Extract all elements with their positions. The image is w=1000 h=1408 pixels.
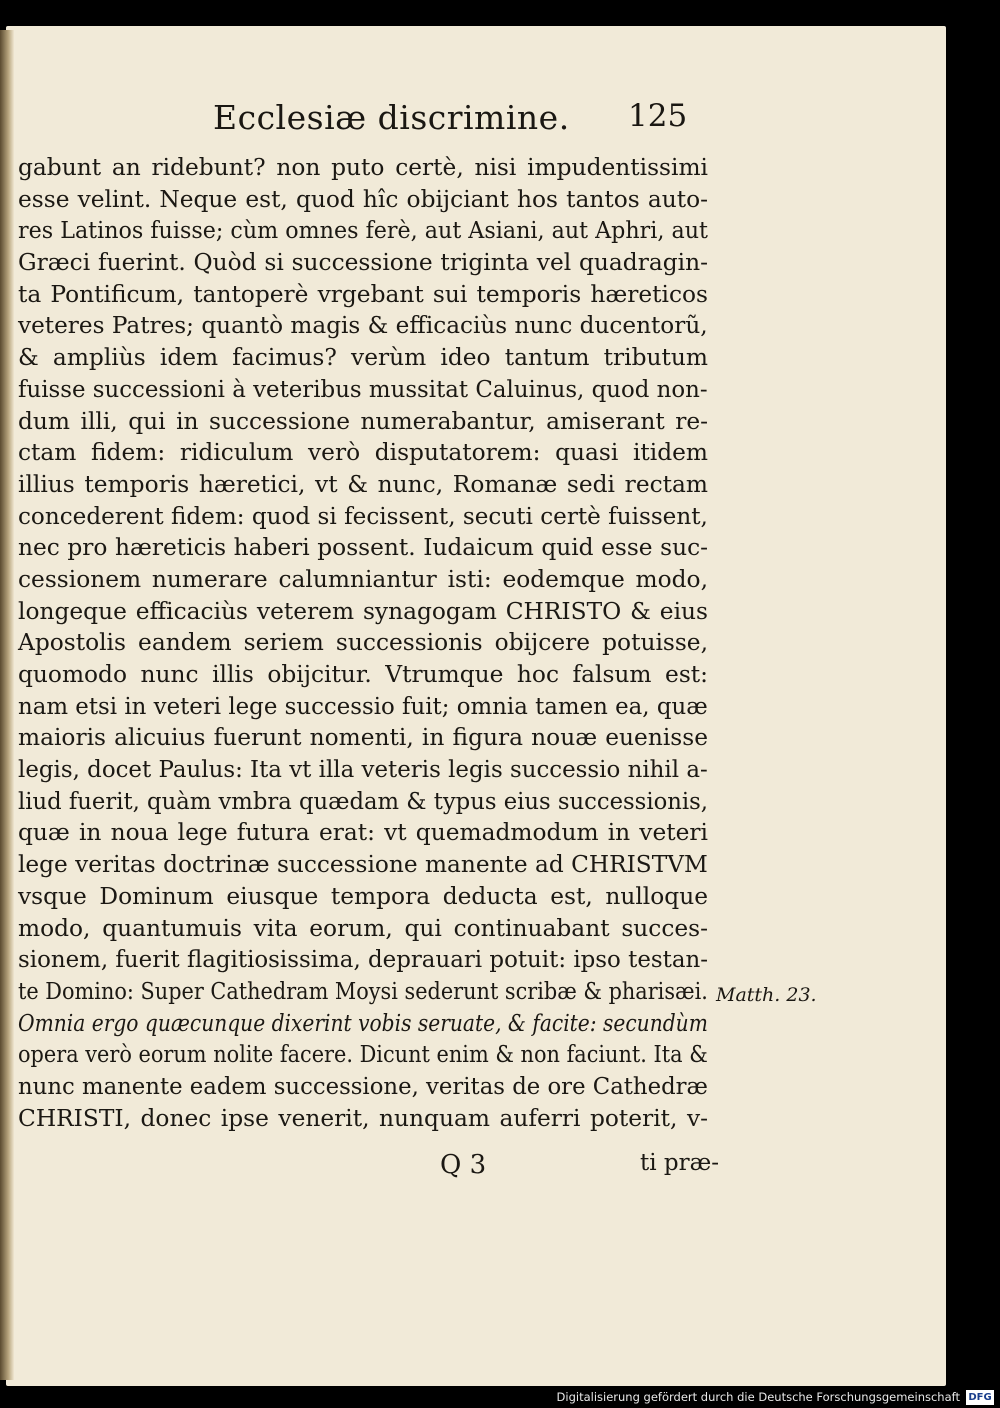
page-header <box>0 98 1000 142</box>
text-line: te Domino: Super Cathedram Moysi sederunt scribæ & pharisæi. <box>18 977 708 1005</box>
text-line: nec pro hæreticis haberi possent. Iudaicum quid esse suc- <box>18 534 708 562</box>
marginal-note: Matth. 23. <box>716 984 817 1006</box>
text-line: longeque efficaciùs veterem synagogam CHRISTO & eius <box>18 597 708 625</box>
text-line: sionem, fuerit flagitiosissima, deprauari potuit: ipso testan- <box>18 946 708 974</box>
text-line: nam etsi in veteri lege successio fuit; omnia tamen ea, quæ <box>18 692 708 720</box>
text-line: res Latinos fuisse; cùm omnes ferè, aut Asiani, aut Aphri, aut <box>18 217 708 245</box>
text-line: Omnia ergo quæcunque dixerint vobis seruate, & facite: secundùm <box>18 1009 708 1037</box>
page-number: 125 <box>628 98 688 134</box>
running-title: Ecclesiæ discrimine. <box>213 98 570 137</box>
text-line: Græci fuerint. Quòd si successione triginta vel quadragin- <box>18 249 708 277</box>
text-line: legis, docet Paulus: Ita vt illa veteris legis successio nihil a- <box>18 756 708 784</box>
text-line: ctam fidem: ridiculum verò disputatorem: quasi itidem <box>18 439 708 467</box>
text-line: modo, quantumuis vita eorum, qui continuabant succes- <box>18 914 708 942</box>
text-line: liud fuerit, quàm vmbra quædam & typus eius successionis, <box>18 787 709 815</box>
text-line: CHRISTI, donec ipse venerit, nunquam auferri poterit, v- <box>18 1104 708 1132</box>
text-line: vsque Dominum eiusque tempora deducta est, nulloque <box>18 882 708 910</box>
text-line: maioris alicuius fuerunt nomenti, in figura nouæ euenisse <box>18 724 708 752</box>
text-line: gabunt an ridebunt? non puto certè, nisi impudentissimi <box>18 154 708 181</box>
text-line: veteres Patres; quantò magis & efficaciùs nunc ducentorũ, <box>18 312 708 340</box>
body-text <box>18 152 708 1134</box>
dfg-logo: DFG <box>966 1390 994 1405</box>
text-line: quomodo nunc illis obijcitur. Vtrumque hoc falsum est: <box>18 661 708 688</box>
text-line: dum illi, qui in successione numerabantur, amiserant re- <box>18 407 708 435</box>
text-line: nunc manente eadem successione, veritas de ore Cathedræ <box>18 1072 708 1100</box>
text-line: & ampliùs idem facimus? verùm ideo tantum tributum <box>18 344 708 372</box>
text-line: quæ in noua lege futura erat: vt quemadmodum in veteri <box>18 819 708 847</box>
text-line: lege veritas doctrinæ successione manente ad CHRISTVM <box>18 851 708 879</box>
text-line: Apostolis eandem seriem successionis obijcere potuisse, <box>18 629 708 657</box>
credit-text: Digitalisierung gefördert durch die Deutsche Forschungsgemeinschaft <box>556 1390 960 1404</box>
credit-bar <box>0 1388 1000 1408</box>
text-line: illius temporis hæretici, vt & nunc, Romanæ sedi rectam <box>18 470 708 498</box>
text-line: cessionem numerare calumniantur isti: eodemque modo, <box>18 565 708 593</box>
page-gutter-shadow <box>0 30 14 1380</box>
text-line: ta Pontificum, tantoperè vrgebant sui temporis hæreticos <box>18 280 708 308</box>
signature-mark: Q 3 <box>440 1150 487 1180</box>
text-line: concederent fidem: quod si fecissent, secuti certè fuissent, <box>18 502 708 530</box>
text-line: opera verò eorum nolite facere. Dicunt enim & non faciunt. Ita & <box>18 1041 708 1069</box>
text-line: esse velint. Neque est, quod hîc obijciant hos tantos auto- <box>18 185 708 213</box>
catchword: ti præ- <box>640 1150 720 1176</box>
text-line: fuisse successioni à veteribus mussitat Caluinus, quod non- <box>18 375 708 403</box>
